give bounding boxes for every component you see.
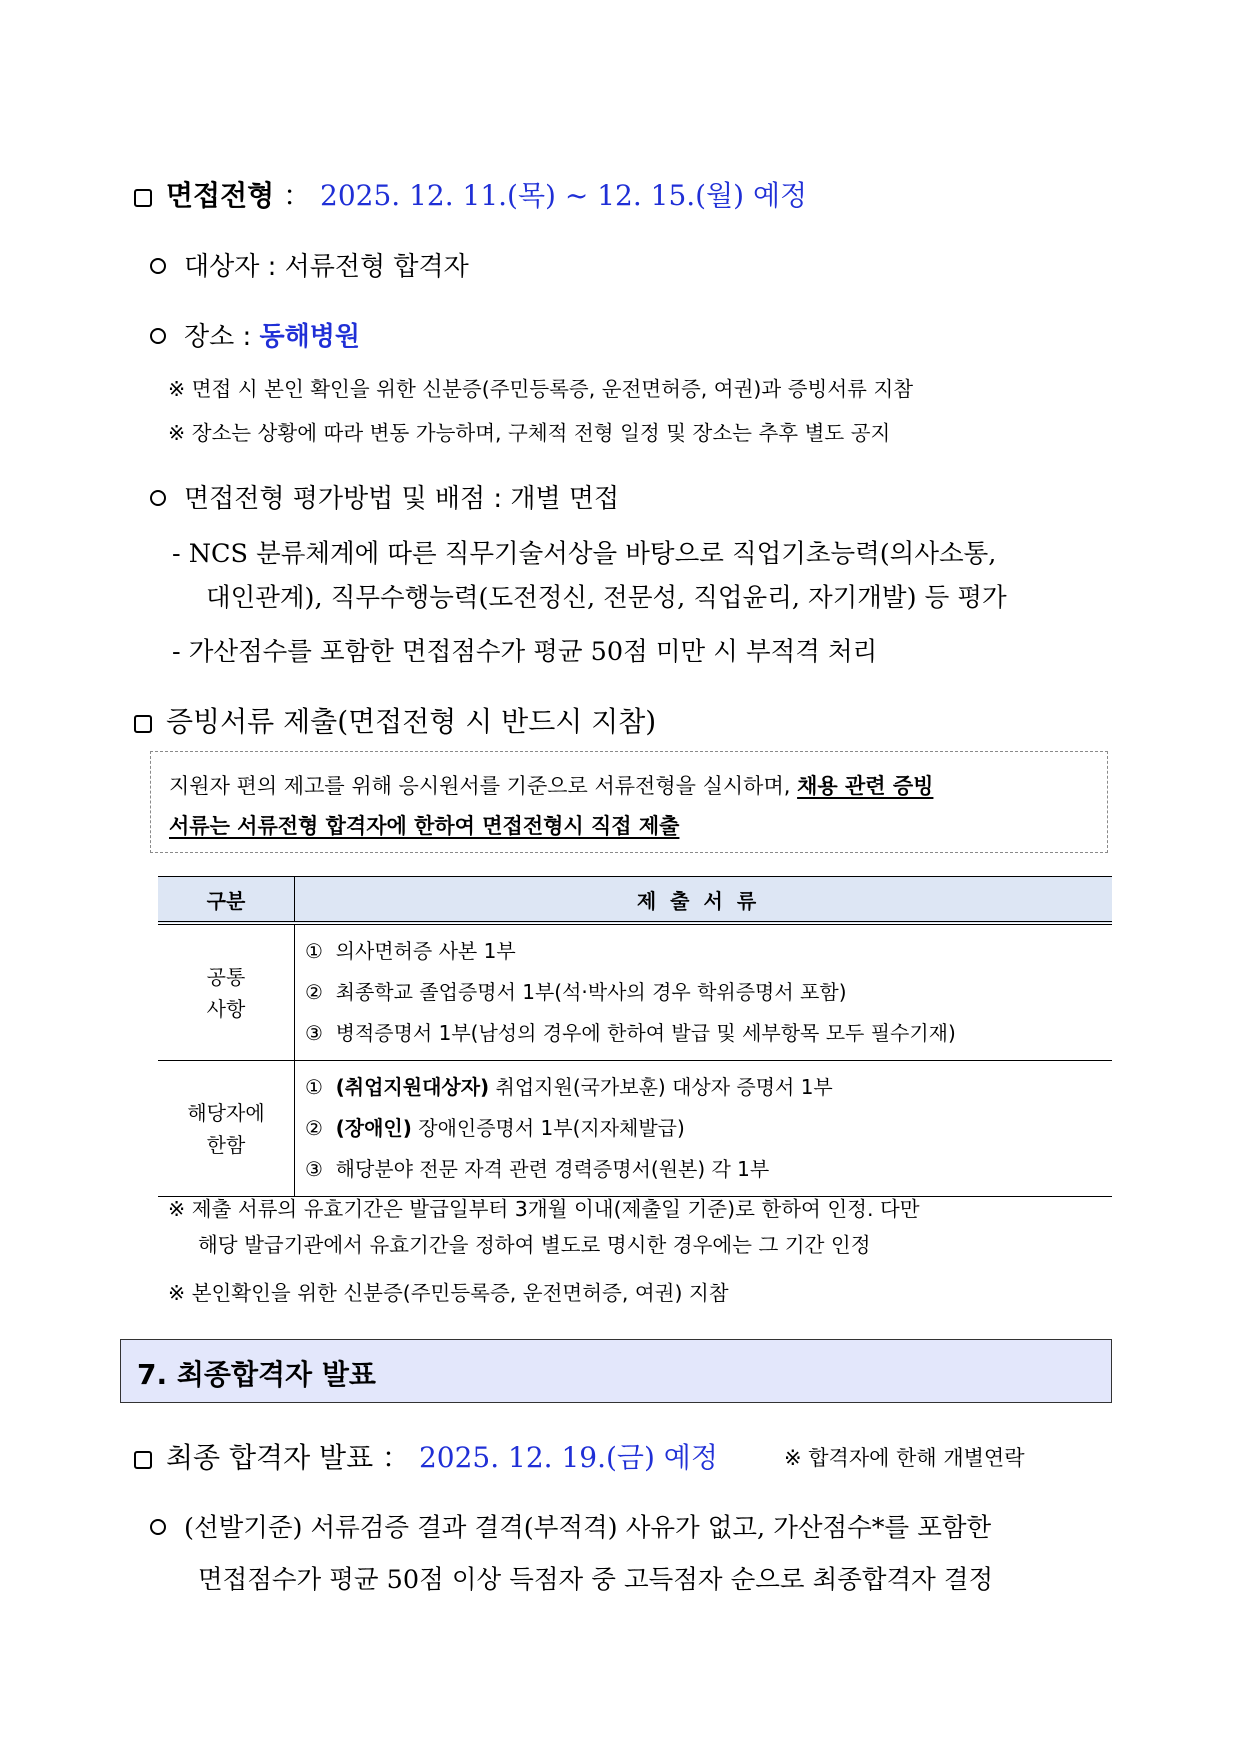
item-number: ② xyxy=(305,1116,323,1140)
target-value: 서류전형 합격자 xyxy=(284,252,469,282)
interview-title: 면접전형 xyxy=(166,179,275,212)
item-text: 장애인증명서 1부(지자체발급) xyxy=(418,1116,685,1140)
criteria-line-1 xyxy=(150,1508,991,1544)
col-header-category: 구분 xyxy=(158,877,295,924)
method-text: 면접전형 평가방법 및 배점 : 개별 면접 xyxy=(184,484,620,514)
item-number: ② xyxy=(305,980,323,1004)
item-number: ① xyxy=(305,939,323,963)
item-text: 병적증명서 1부(남성의 경우에 한하여 발급 및 세부항목 모두 필수기재) xyxy=(335,1021,956,1045)
item-number: ① xyxy=(305,1075,323,1099)
items-cell xyxy=(295,923,1113,1061)
separator: ： xyxy=(283,179,312,212)
announce-note: ※ 합격자에 한해 개별연락 xyxy=(784,1446,1025,1470)
category-line: 한함 xyxy=(206,1132,246,1157)
announce-label: 최종 합격자 발표 xyxy=(166,1441,374,1474)
category-line: 공통 xyxy=(206,964,246,989)
method-line xyxy=(150,478,619,515)
announce-date: 2025. 12. 19.(금) 예정 xyxy=(418,1441,718,1474)
table-row xyxy=(158,1061,1112,1197)
ncs-bullet-1-cont: 대인관계), 직무수행능력(도전정신, 전문성, 직업윤리, 자기개발) 등 평가 xyxy=(206,583,1007,613)
ncs-bullet-1: - NCS 분류체계에 따른 직무기술서상을 바탕으로 직업기초능력(의사소통, xyxy=(172,539,997,569)
list-item xyxy=(305,1108,1112,1149)
validity-note-1: ※ 제출 서류의 유효기간은 발급일부터 3개월 이내(제출일 기준)로 한하여 인정. 다만 xyxy=(168,1197,920,1221)
list-item xyxy=(305,1067,1112,1108)
checkbox-square-icon xyxy=(134,715,152,733)
interview-note-1: ※ 면접 시 본인 확인을 위한 신분증(주민등록증, 운전면허증, 여권)과 증빙서류 지참 xyxy=(168,377,914,401)
category-line: 사항 xyxy=(206,996,246,1021)
item-number: ③ xyxy=(305,1021,323,1045)
place-label: 장소 xyxy=(184,322,235,352)
documents-table xyxy=(158,876,1112,1197)
target-label: 대상자 xyxy=(184,252,260,282)
col-header-documents xyxy=(295,877,1113,924)
item-bold-label: (취업지원대상자) xyxy=(335,1075,490,1099)
category-line: 해당자에 xyxy=(187,1100,265,1125)
circle-bullet-icon xyxy=(150,1519,166,1535)
item-text: 취업지원(국가보훈) 대상자 증명서 1부 xyxy=(495,1075,833,1099)
items-cell xyxy=(295,1061,1113,1197)
item-bold-label: (장애인) xyxy=(335,1116,412,1140)
place-value: 동해병원 xyxy=(259,322,360,352)
box-text-bold-2: 서류는 서류전형 합격자에 한하여 면접전형시 직접 제출 xyxy=(169,814,680,838)
section-7-title: 7. 최종합격자 발표 xyxy=(137,1358,376,1391)
list-item xyxy=(305,931,1112,972)
place-line: 장소 : 동해병원 xyxy=(150,316,360,353)
section-7-bar xyxy=(120,1339,1112,1403)
circle-bullet-icon xyxy=(150,258,166,274)
ncs-bullet-2: - 가산점수를 포함한 면접점수가 평균 50점 미만 시 부적격 처리 xyxy=(172,637,878,667)
item-text: 해당분야 전문 자격 관련 경력증명서(원본) 각 1부 xyxy=(335,1157,770,1181)
list-item xyxy=(305,1149,1112,1190)
checkbox-square-icon xyxy=(134,1451,152,1469)
category-cell xyxy=(158,923,295,1061)
evidence-info-box xyxy=(150,751,1108,853)
criteria-line-2: 면접점수가 평균 50점 이상 득점자 중 고득점자 순으로 최종합격자 결정 xyxy=(198,1565,994,1595)
circle-bullet-icon xyxy=(150,490,166,506)
evidence-heading xyxy=(134,700,656,740)
id-note: ※ 본인확인을 위한 신분증(주민등록증, 운전면허증, 여권) 지참 xyxy=(168,1281,729,1305)
criteria-text-1: (선발기준) 서류검증 결과 결격(부적격) 사유가 없고, 가산점수*를 포함한 xyxy=(184,1513,992,1543)
interview-note-2: ※ 장소는 상황에 따라 변동 가능하며, 구체적 전형 일정 및 장소는 추후 별도 공지 xyxy=(168,421,891,445)
category-cell xyxy=(158,1061,295,1197)
list-item xyxy=(305,1013,1112,1054)
box-text-plain: 지원자 편의 제고를 위해 응시원서를 기준으로 서류전형을 실시하며, xyxy=(169,774,798,798)
interview-heading xyxy=(134,174,807,214)
item-text: 최종학교 졸업증명서 1부(석·박사의 경우 학위증명서 포함) xyxy=(335,980,847,1004)
announce-heading xyxy=(134,1436,718,1476)
list-item xyxy=(305,972,1112,1013)
separator: ： xyxy=(382,1441,411,1474)
evidence-title: 증빙서류 제출(면접전형 시 반드시 지참) xyxy=(166,705,657,738)
circle-bullet-icon xyxy=(150,328,166,344)
target-line: 대상자 : 서류전형 합격자 xyxy=(150,246,469,283)
box-text-bold-1: 채용 관련 증빙 xyxy=(797,774,934,798)
item-text: 의사면허증 사본 1부 xyxy=(335,939,516,963)
validity-note-1-cont: 해당 발급기관에서 유효기간을 정하여 별도로 명시한 경우에는 그 기간 인정 xyxy=(198,1233,871,1257)
interview-date: 2025. 12. 11.(목) ~ 12. 15.(월) 예정 xyxy=(320,179,808,212)
item-number: ③ xyxy=(305,1157,323,1181)
checkbox-square-icon xyxy=(134,189,152,207)
table-row xyxy=(158,923,1112,1061)
col-header-documents-label: 제출서류 xyxy=(636,888,771,913)
